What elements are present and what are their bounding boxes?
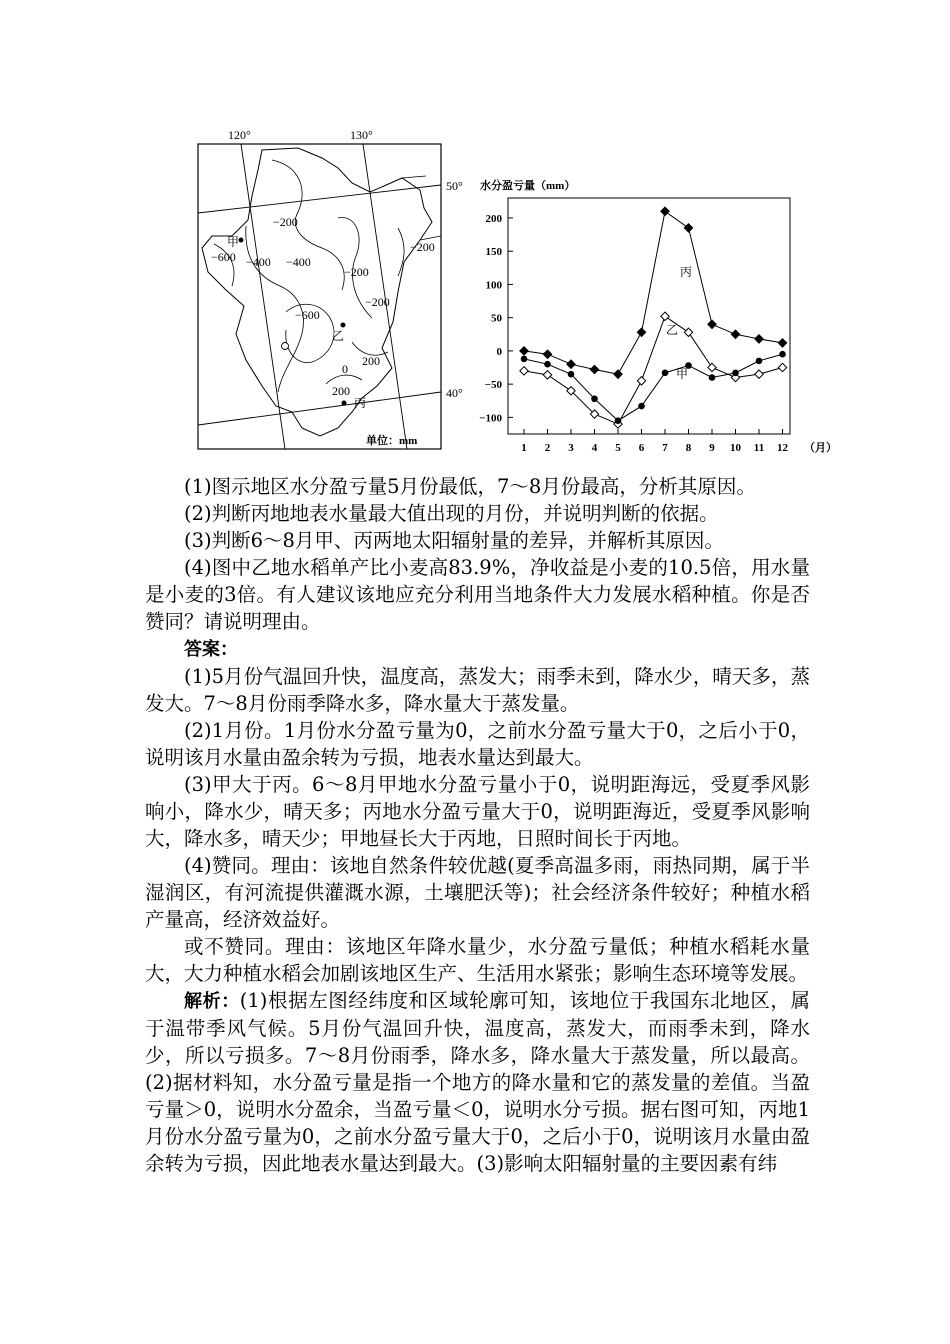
contour-label: −400 <box>286 255 311 269</box>
y-tick-label: 100 <box>485 279 502 292</box>
x-tick-label: 10 <box>730 442 741 454</box>
x-tick-label: 11 <box>753 442 765 454</box>
data-point <box>568 371 575 378</box>
series-label-yi: 乙 <box>666 323 679 337</box>
data-point <box>662 370 669 377</box>
analysis-paragraph <box>145 987 810 1177</box>
answer-heading: 答案： <box>184 639 238 660</box>
water-balance-chart <box>479 178 837 454</box>
lat-label: 40° <box>446 386 463 400</box>
question-3: (3)判断6～8月甲、丙两地太阳辐射量的差异，并解析其原因。 <box>184 529 724 552</box>
x-tick-label: 3 <box>568 442 574 454</box>
contour-label: −200 <box>273 215 298 229</box>
contour-label: −600 <box>295 308 320 322</box>
contour-label: 200 <box>362 354 380 368</box>
lon-label: 120° <box>228 128 251 142</box>
data-point <box>521 356 528 363</box>
data-point <box>615 417 622 424</box>
chart-y-label: 水分盈亏量（mm） <box>480 180 576 192</box>
place-yi-dot <box>341 323 346 328</box>
y-tick-label: 50 <box>491 312 502 325</box>
answer-4-alt: 或不赞同。理由：该地区年降水量少，水分盈亏量低；种植水稻耗水量大，大力种植水稻会加剧该地区生产、生活用水紧张；影响生态环境等发展。 <box>145 935 810 985</box>
x-tick-label: 4 <box>591 442 598 454</box>
x-tick-label: 6 <box>638 442 645 454</box>
answer-1: (1)5月份气温回升快，温度高，蒸发大；雨季未到，降水少，晴天多，蒸发大。7～8月份雨季降水多，降水量大于蒸发量。 <box>145 665 810 715</box>
lat-label: 50° <box>446 179 463 193</box>
data-point <box>591 395 598 402</box>
data-point <box>756 358 763 365</box>
data-point <box>709 374 716 381</box>
text-body <box>145 473 810 1177</box>
contour-label: −200 <box>410 240 435 254</box>
series-label-bing: 丙 <box>680 265 693 279</box>
analysis-heading: 解析： <box>184 991 240 1012</box>
x-unit-label: （月） <box>804 442 837 454</box>
y-tick-label: −100 <box>479 412 502 425</box>
figure <box>0 0 950 470</box>
y-tick-label: 0 <box>496 345 502 358</box>
lon-label: 130° <box>350 128 373 142</box>
data-point <box>779 351 786 358</box>
analysis-text: (1)根据左图经纬度和区域轮廓可知，该地位于我国东北地区，属于温带季风气候。5月份气温回升快，温度高，蒸发大，而雨季未到，降水少，所以亏损多。7～8月份雨季，降水多，降水量大于蒸发量，所以最高。(2)据材料知，水分盈亏量是指一个地方的降水量和它的蒸发量的差值。当盈亏量＞0，说明水分盈余，当盈亏量＜0，说明水分亏损。据右图可知，丙地1月份水分盈亏量为0，之前水分盈亏量大于0，之后小于0，说明该月水量由盈余转为亏损，因此地表水量达到最大。(3)影响太阳辐射量的主要因素有纬 <box>145 989 811 1175</box>
question-1: (1)图示地区水分盈亏量5月份最低，7～8月份最高，分析其原因。 <box>184 475 756 498</box>
contour-label: −200 <box>365 295 390 309</box>
contour-label: 200 <box>332 384 350 398</box>
water-body <box>282 343 289 350</box>
place-label-bing: 丙 <box>354 396 367 410</box>
contour-label: 0 <box>342 362 348 376</box>
series-label-jia: 甲 <box>676 367 689 381</box>
contour-label: −400 <box>246 255 271 269</box>
data-point <box>544 361 551 368</box>
y-tick-label: 200 <box>485 212 502 225</box>
map-unit: 单位：mm <box>366 435 418 447</box>
place-jia-dot <box>239 238 244 243</box>
x-tick-label: 9 <box>709 442 715 454</box>
contour-label: −600 <box>211 250 236 264</box>
answer-2: (2)1月份。1月份水分盈亏量为0，之前水分盈亏量大于0，之后小于0，说明该月水量由盈余转为亏损，地表水量达到最大。 <box>145 719 810 769</box>
x-tick-label: 12 <box>777 442 788 454</box>
answer-3: (3)甲大于丙。6～8月甲地水分盈亏量小于0，说明距海远，受夏季风影响小，降水少，晴天多；丙地水分盈亏量大于0，说明距海近，受夏季风影响大，降水多，晴天少；甲地昼长大于丙地，日照时间长于丙地。 <box>145 773 810 850</box>
isoline-map <box>198 128 463 449</box>
data-point <box>638 403 645 410</box>
x-tick-label: 7 <box>662 442 668 454</box>
place-bing-dot <box>342 401 347 406</box>
x-tick-label: 2 <box>544 442 551 454</box>
answer-4: (4)赞同。理由：该地自然条件较优越(夏季高温多雨，雨热同期，属于半湿润区，有河流提供灌溉水源，土壤肥沃等)；社会经济条件较好；种植水稻产量高，经济效益好。 <box>145 854 810 931</box>
y-tick-label: 150 <box>485 246 502 259</box>
place-label-jia: 甲 <box>227 235 240 249</box>
x-tick-label: 1 <box>521 442 527 454</box>
y-tick-label: −50 <box>484 379 502 392</box>
x-tick-label: 5 <box>615 442 621 454</box>
answer-heading-line <box>145 635 810 663</box>
data-point <box>732 370 739 377</box>
place-label-yi: 乙 <box>332 329 345 343</box>
question-4: (4)图中乙地水稻单产比小麦高83.9%，净收益是小麦的10.5倍，用水量是小麦的3倍。有人建议该地应充分利用当地条件大力发展水稻种植。你是否赞同？请说明理由。 <box>145 556 810 633</box>
question-2: (2)判断丙地地表水量最大值出现的月份，并说明判断的依据。 <box>184 502 719 525</box>
contour-label: −200 <box>344 265 369 279</box>
plot-frame <box>508 198 790 434</box>
x-tick-label: 8 <box>685 442 692 454</box>
